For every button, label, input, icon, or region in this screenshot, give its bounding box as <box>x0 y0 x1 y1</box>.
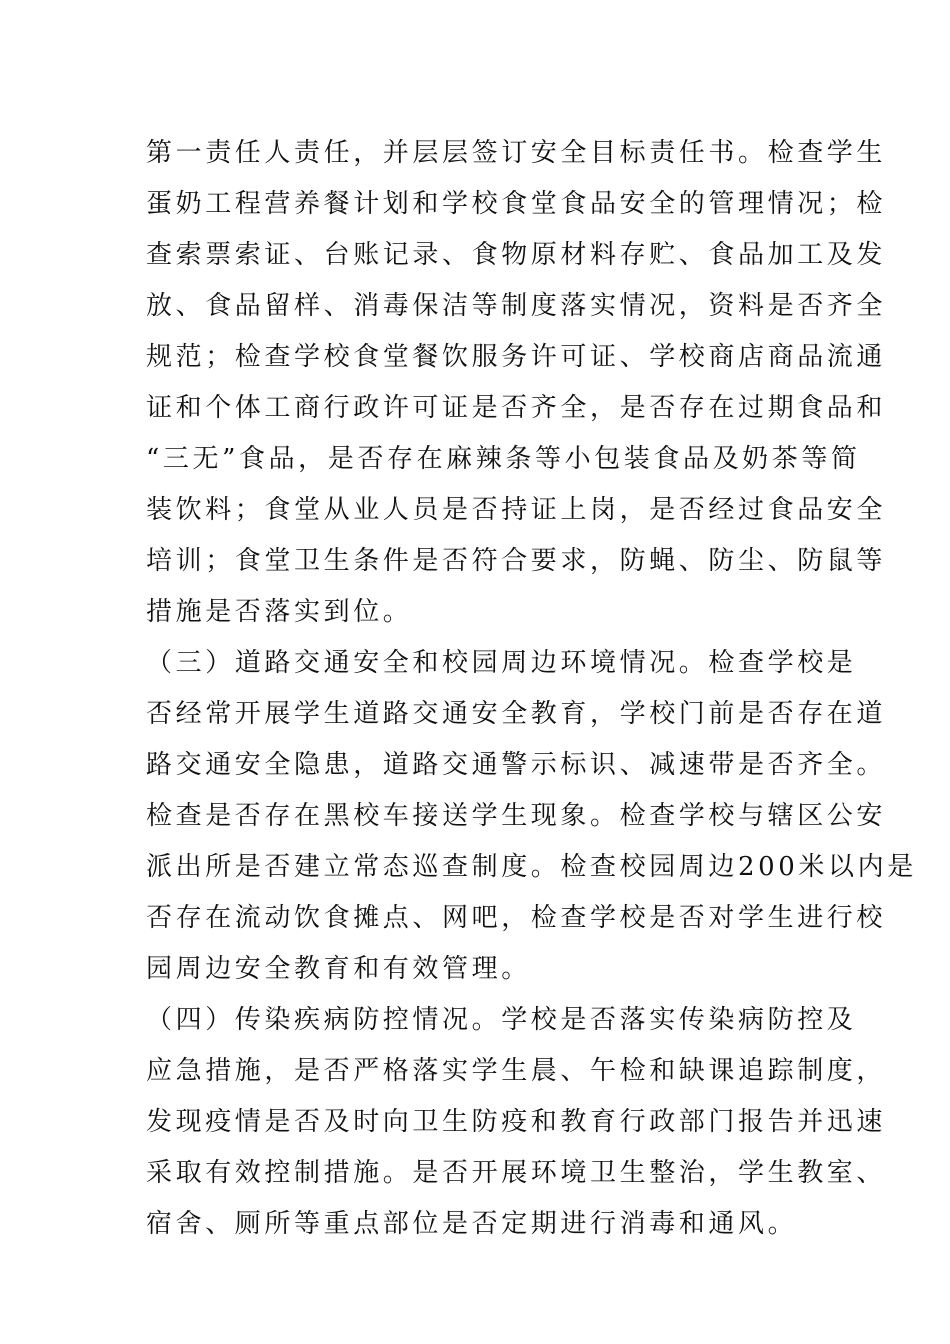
text-line: 否存在流动饮食摊点、网吧，检查学校是否对学生进行校 <box>146 903 887 933</box>
text-line: 否经常开展学生道路交通安全教育，学校门前是否存在道 <box>146 699 887 729</box>
text-line: 检查是否存在黑校车接送学生现象。检查学校与辖区公安 <box>146 801 887 831</box>
text-line: 规范；检查学校食堂餐饮服务许可证、学校商店商品流通 <box>146 342 887 372</box>
section-heading-line: （三）道路交通安全和校园周边环境情况。检查学校是 <box>146 648 857 678</box>
text-line: 放、食品留样、消毒保洁等制度落实情况，资料是否齐全 <box>146 291 887 321</box>
text-line: 应急措施，是否严格落实学生晨、午检和缺课追踪制度， <box>146 1056 887 1086</box>
section-heading-line: （四）传染疾病防控情况。学校是否落实传染病防控及 <box>146 1005 857 1035</box>
text-line: 采取有效控制措施。是否开展环境卫生整治，学生教室、 <box>146 1158 887 1188</box>
text-line: 培训；食堂卫生条件是否符合要求，防蝇、防尘、防鼠等 <box>146 546 887 576</box>
text-line: 路交通安全隐患，道路交通警示标识、减速带是否齐全。 <box>146 750 887 780</box>
text-line: 证和个体工商行政许可证是否齐全，是否存在过期食品和 <box>146 393 887 423</box>
body-text <box>146 128 917 1250</box>
text-line: 园周边安全教育和有效管理。 <box>146 954 531 984</box>
text-line: 第一责任人责任，并层层签订安全目标责任书。检查学生 <box>146 138 887 168</box>
text-line: 装饮料；食堂从业人员是否持证上岗，是否经过食品安全 <box>146 495 887 525</box>
text-line: 派出所是否建立常态巡查制度。检查校园周边200米以内是 <box>146 852 917 882</box>
text-line: 发现疫情是否及时向卫生防疫和教育行政部门报告并迅速 <box>146 1107 887 1137</box>
text-line: 查索票索证、台账记录、食物原材料存贮、食品加工及发 <box>146 240 887 270</box>
text-line: 措施是否落实到位。 <box>146 597 413 627</box>
text-line: 蛋奶工程营养餐计划和学校食堂食品安全的管理情况；检 <box>146 189 887 219</box>
text-line: 宿舍、厕所等重点部位是否定期进行消毒和通风。 <box>146 1209 798 1239</box>
text-line: “三无”食品，是否存在麻辣条等小包装食品及奶茶等简 <box>146 444 861 474</box>
